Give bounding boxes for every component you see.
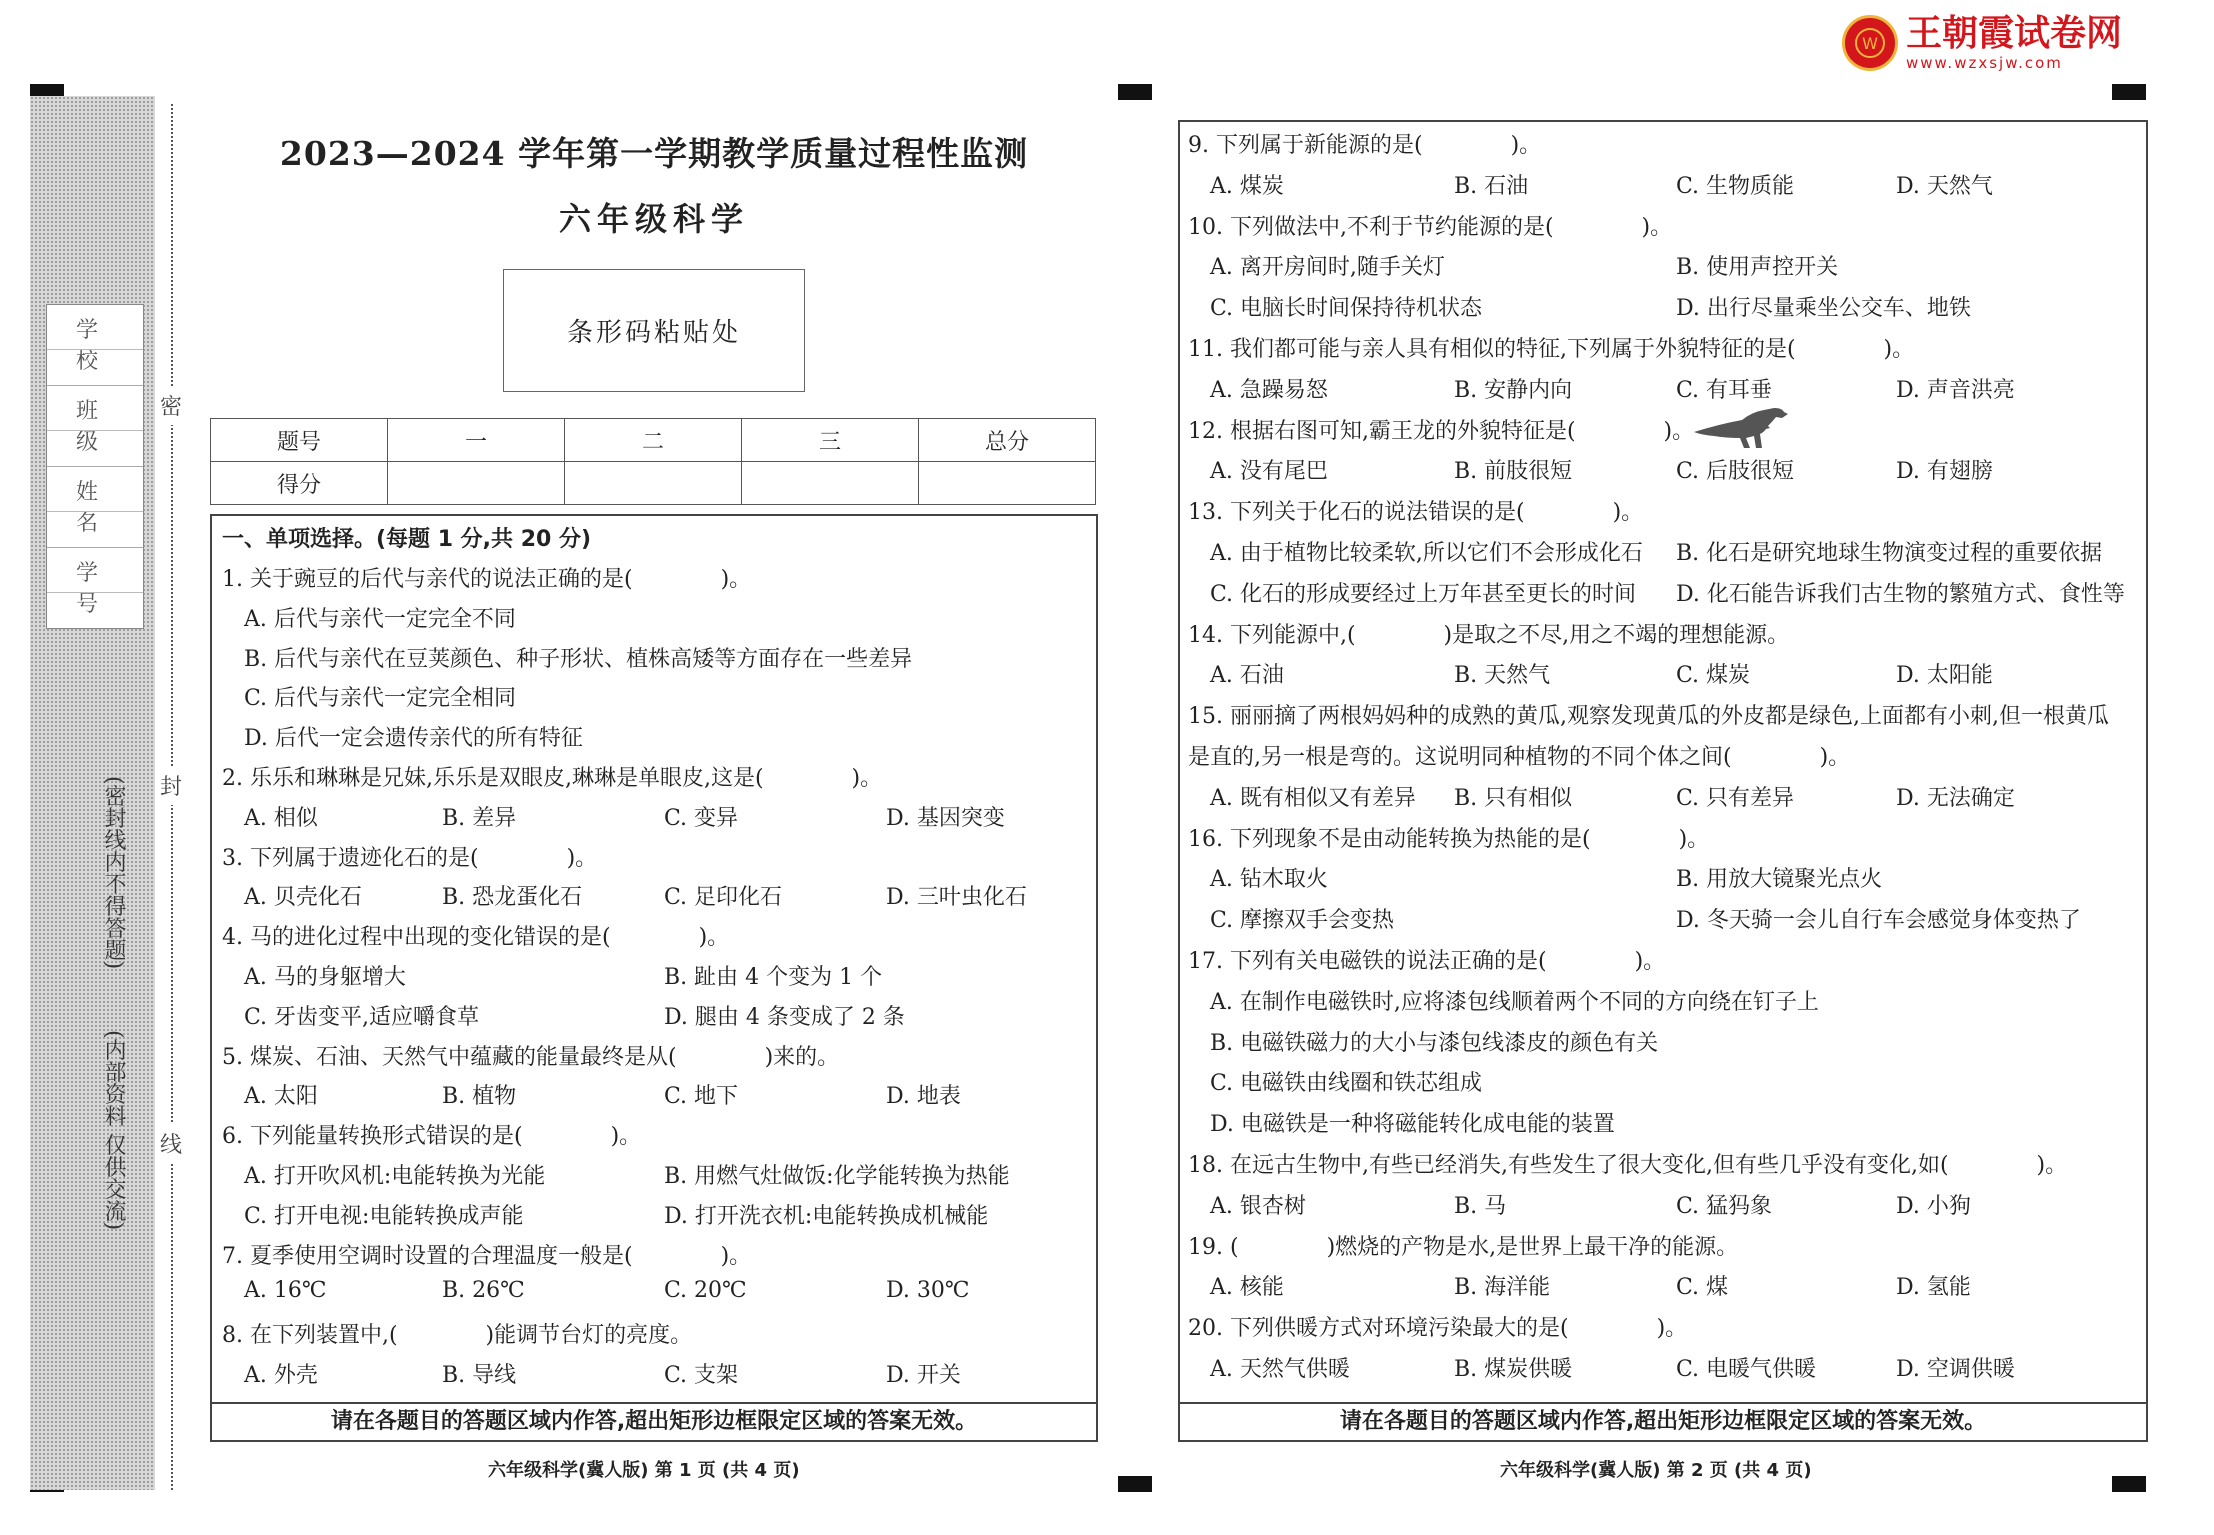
option-a[interactable]: A. 既有相似又有差异	[1210, 785, 1416, 811]
question-stem: 7. 夏季使用空调时设置的合理温度一般是( )。	[222, 1243, 752, 1269]
option-c[interactable]: C. 有耳垂	[1676, 377, 1773, 403]
section-title: 一、单项选择。(每题 1 分,共 20 分)	[222, 527, 592, 552]
option-c[interactable]: C. 地下	[664, 1084, 739, 1110]
score-header: 题号	[211, 419, 388, 462]
score-header: 一	[388, 419, 565, 462]
option-a[interactable]: A. 马的身躯增大	[244, 965, 406, 990]
class-field[interactable]: 班 级	[47, 386, 143, 467]
question-stem: 11. 我们都可能与亲人具有相似的特征,下列属于外貌特征的是( )。	[1188, 337, 1915, 362]
question-stem: 10. 下列做法中,不利于节约能源的是( )。	[1188, 214, 1673, 240]
registration-mark	[2112, 1476, 2146, 1492]
option-a[interactable]: A. 石油	[1210, 663, 1284, 689]
option-d[interactable]: D. 有翅膀	[1896, 459, 1993, 485]
option-a[interactable]: A. 离开房间时,随手关灯	[1210, 255, 1445, 281]
question-stem: 5. 煤炭、石油、天然气中蕴藏的能量最终是从( )来的。	[222, 1044, 840, 1070]
option-c[interactable]: C. 支架	[664, 1363, 739, 1388]
option-a[interactable]: A. 贝壳化石	[244, 885, 362, 911]
option-a[interactable]: D. 后代一定会遗传亲代的所有特征	[244, 726, 583, 752]
answer-notice: 请在各题目的答题区域内作答,超出矩形边框限定区域的答案无效。	[212, 1402, 1096, 1440]
seal-char: 线	[160, 1124, 182, 1163]
seal-notice: (密封线内不得答题)	[101, 776, 126, 970]
school-field[interactable]: 学 校	[47, 305, 143, 386]
option-a[interactable]: A. 后代与亲代一定完全不同	[244, 606, 516, 632]
option-b[interactable]: B. 用燃气灶做饭:化学能转换为热能	[664, 1164, 1010, 1189]
score-header: 总分	[919, 419, 1096, 462]
logo-emblem-icon	[1842, 15, 1898, 71]
option-b[interactable]: B. 26℃	[442, 1278, 525, 1304]
option-d[interactable]: D. 基因突变	[886, 805, 1005, 831]
barcode-area: 条形码粘贴处	[503, 269, 805, 392]
option-c[interactable]: C. 变异	[664, 805, 739, 831]
option-c[interactable]: C. 电暖气供暖	[1676, 1357, 1817, 1382]
option-b[interactable]: D. 打开洗衣机:电能转换成机械能	[664, 1203, 989, 1229]
question-stem: 是直的,另一根是弯的。这说明同种植物的不同个体之间( )。	[1188, 745, 1851, 770]
option-c[interactable]: C. 煤炭	[1676, 663, 1751, 689]
option-a[interactable]: A. 打开吹风机:电能转换为光能	[244, 1164, 546, 1189]
question-stem: 8. 在下列装置中,( )能调节台灯的亮度。	[222, 1323, 693, 1349]
option-b[interactable]: B. 马	[1454, 1193, 1507, 1219]
option-b[interactable]: B. 煤炭供暖	[1454, 1357, 1573, 1382]
option-b[interactable]: B. 只有相似	[1454, 785, 1573, 811]
option-d[interactable]: D. 氢能	[1896, 1275, 1971, 1301]
option-a[interactable]: C. 化石的形成要经过上万年甚至更长的时间	[1210, 581, 1637, 607]
option-b[interactable]: B. 用放大镜聚光点火	[1676, 867, 1883, 893]
option-a[interactable]: D. 电磁铁是一种将磁能转化成电能的装置	[1210, 1112, 1615, 1138]
option-c[interactable]: C. 20℃	[664, 1278, 747, 1304]
score-header: 三	[742, 419, 919, 462]
student-number-field[interactable]: 学 号	[47, 548, 143, 628]
option-b[interactable]: B. 石油	[1454, 173, 1529, 199]
option-a[interactable]: C. 电脑长时间保持待机状态	[1210, 296, 1483, 322]
option-a[interactable]: A. 相似	[244, 805, 318, 831]
score-cell[interactable]	[919, 462, 1096, 505]
question-stem: 15. 丽丽摘了两根妈妈种的成熟的黄瓜,观察发现黄瓜的外皮都是绿色,上面都有小刺,但一根黄瓜	[1188, 704, 2109, 730]
option-d[interactable]: D. 三叶虫化石	[886, 885, 1027, 911]
option-d[interactable]: D. 天然气	[1896, 173, 1993, 199]
score-header: 二	[565, 419, 742, 462]
option-b[interactable]: D. 腿由 4 条变成了 2 条	[664, 1004, 905, 1030]
question-stem: 3. 下列属于遗迹化石的是( )。	[222, 845, 598, 871]
option-a[interactable]: A. 钻木取火	[1210, 867, 1328, 893]
option-a[interactable]: A. 急躁易怒	[1210, 377, 1328, 403]
option-a[interactable]: C. 打开电视:电能转换成声能	[244, 1203, 524, 1229]
option-b[interactable]: B. 趾由 4 个变为 1 个	[664, 965, 883, 990]
option-b[interactable]: B. 安静内向	[1454, 377, 1573, 403]
svg-text:W: W	[1862, 34, 1878, 53]
option-a[interactable]: A. 由于植物比较柔软,所以它们不会形成化石	[1210, 541, 1643, 566]
option-a[interactable]: A. 核能	[1210, 1275, 1284, 1301]
option-b[interactable]: B. 差异	[442, 805, 517, 831]
site-logo[interactable]	[1842, 12, 2122, 74]
option-d[interactable]: D. 声音洪亮	[1896, 377, 2015, 403]
option-a[interactable]: A. 外壳	[244, 1363, 318, 1388]
option-b[interactable]: B. 海洋能	[1454, 1275, 1551, 1301]
answer-notice: 请在各题目的答题区域内作答,超出矩形边框限定区域的答案无效。	[1180, 1402, 2146, 1440]
score-cell[interactable]	[742, 462, 919, 505]
question-stem: 2. 乐乐和琳琳是兄妹,乐乐是双眼皮,琳琳是单眼皮,这是( )。	[222, 766, 883, 791]
question-stem: 9. 下列属于新能源的是( )。	[1188, 133, 1542, 158]
option-a[interactable]: A. 16℃	[244, 1278, 327, 1304]
student-info-box	[46, 304, 144, 629]
score-value-row	[211, 462, 1096, 505]
registration-mark	[2112, 84, 2146, 100]
score-row-label: 得分	[211, 462, 388, 505]
option-a[interactable]: C. 电磁铁由线圈和铁芯组成	[1210, 1071, 1483, 1097]
question-stem: 18. 在远古生物中,有些已经消失,有些发生了很大变化,但有些几乎没有变化,如( )。	[1188, 1153, 2068, 1178]
option-c[interactable]: C. 生物质能	[1676, 173, 1795, 199]
score-cell[interactable]	[565, 462, 742, 505]
option-c[interactable]: C. 足印化石	[664, 885, 783, 911]
question-stem: 12. 根据右图可知,霸王龙的外貌特征是( )。	[1188, 418, 1695, 444]
option-d[interactable]: D. 太阳能	[1896, 663, 1993, 689]
exam-title: 2023—2024 学年第一学期教学质量过程性监测	[279, 134, 1029, 173]
option-d[interactable]: D. 无法确定	[1896, 785, 2015, 811]
registration-mark	[1118, 1476, 1152, 1492]
option-c[interactable]: C. 煤	[1676, 1275, 1729, 1301]
question-stem: 20. 下列供暖方式对环境污染最大的是( )。	[1188, 1316, 1688, 1342]
option-b[interactable]: D. 出行尽量乘坐公交车、地铁	[1676, 296, 1971, 322]
score-header-row	[211, 419, 1096, 462]
score-cell[interactable]	[388, 462, 565, 505]
option-b[interactable]: D. 冬天骑一会儿自行车会感觉身体变热了	[1676, 908, 2081, 934]
option-a[interactable]: A. 太阳	[244, 1084, 318, 1110]
option-b[interactable]: B. 使用声控开关	[1676, 255, 1839, 281]
option-c[interactable]: C. 后肢很短	[1676, 459, 1795, 485]
option-b[interactable]: B. 导线	[442, 1363, 517, 1388]
question-stem: 14. 下列能源中,( )是取之不尽,用之不竭的理想能源。	[1188, 622, 1790, 648]
option-a[interactable]: A. 没有尾巴	[1210, 459, 1328, 485]
option-b[interactable]: B. 恐龙蛋化石	[442, 885, 583, 911]
option-a[interactable]: A. 在制作电磁铁时,应将漆包线顺着两个不同的方向绕在钉子上	[1210, 989, 1819, 1015]
option-a[interactable]: C. 牙齿变平,适应嚼食草	[244, 1004, 480, 1030]
seal-char: 密	[160, 386, 182, 425]
option-b[interactable]: B. 天然气	[1454, 663, 1551, 689]
question-stem: 13. 下列关于化石的说法错误的是( )。	[1188, 500, 1644, 526]
exam-subtitle: 六年级科学	[558, 200, 749, 238]
option-d[interactable]: D. 小狗	[1896, 1193, 1971, 1219]
option-c[interactable]: C. 只有差异	[1676, 785, 1795, 811]
score-table	[210, 418, 1096, 505]
logo-name: 王朝霞试卷网	[1906, 13, 2123, 54]
option-b[interactable]: B. 化石是研究地球生物演变过程的重要依据	[1676, 541, 2103, 566]
option-a[interactable]: A. 天然气供暖	[1210, 1357, 1350, 1382]
question-stem: 1. 关于豌豆的后代与亲代的说法正确的是( )。	[222, 567, 752, 592]
option-b[interactable]: B. 前肢很短	[1454, 459, 1573, 485]
option-d[interactable]: D. 地表	[886, 1084, 961, 1110]
option-a[interactable]: A. 煤炭	[1210, 173, 1284, 199]
option-b[interactable]: D. 化石能告诉我们古生物的繁殖方式、食性等	[1676, 581, 2125, 607]
question-stem: 19. ( )燃烧的产物是水,是世界上最干净的能源。	[1188, 1234, 1739, 1260]
tyrannosaurus-illustration	[1690, 402, 1802, 452]
question-stem: 17. 下列有关电磁铁的说法正确的是( )。	[1188, 949, 1666, 974]
seal-char: 封	[160, 766, 182, 805]
option-a[interactable]: C. 后代与亲代一定完全相同	[244, 686, 517, 712]
option-a[interactable]: C. 摩擦双手会变热	[1210, 908, 1395, 934]
name-field[interactable]: 姓 名	[47, 467, 143, 548]
logo-url: www.wzxsjw.com	[1906, 54, 2063, 72]
option-a[interactable]: B. 后代与亲代在豆荚颜色、种子形状、植株高矮等方面存在一些差异	[244, 646, 913, 672]
page-footer-1: 六年级科学(冀人版) 第 1 页 (共 4 页)	[488, 1460, 800, 1481]
page-footer-2: 六年级科学(冀人版) 第 2 页 (共 4 页)	[1500, 1460, 1812, 1481]
option-d[interactable]: D. 开关	[886, 1363, 961, 1388]
option-a[interactable]: B. 电磁铁磁力的大小与漆包线漆皮的颜色有关	[1210, 1030, 1659, 1056]
option-a[interactable]: A. 银杏树	[1210, 1193, 1306, 1219]
option-b[interactable]: B. 植物	[442, 1084, 517, 1110]
question-stem: 4. 马的进化过程中出现的变化错误的是( )。	[222, 925, 730, 951]
option-d[interactable]: D. 空调供暖	[1896, 1357, 2015, 1382]
option-d[interactable]: D. 30℃	[886, 1278, 970, 1304]
question-stem: 16. 下列现象不是由动能转换为热能的是( )。	[1188, 826, 1710, 852]
question-stem: 6. 下列能量转换形式错误的是( )。	[222, 1124, 642, 1150]
registration-mark	[1118, 84, 1152, 100]
internal-notice: (内部资料 仅供交流)	[101, 1030, 126, 1231]
option-c[interactable]: C. 猛犸象	[1676, 1193, 1773, 1219]
